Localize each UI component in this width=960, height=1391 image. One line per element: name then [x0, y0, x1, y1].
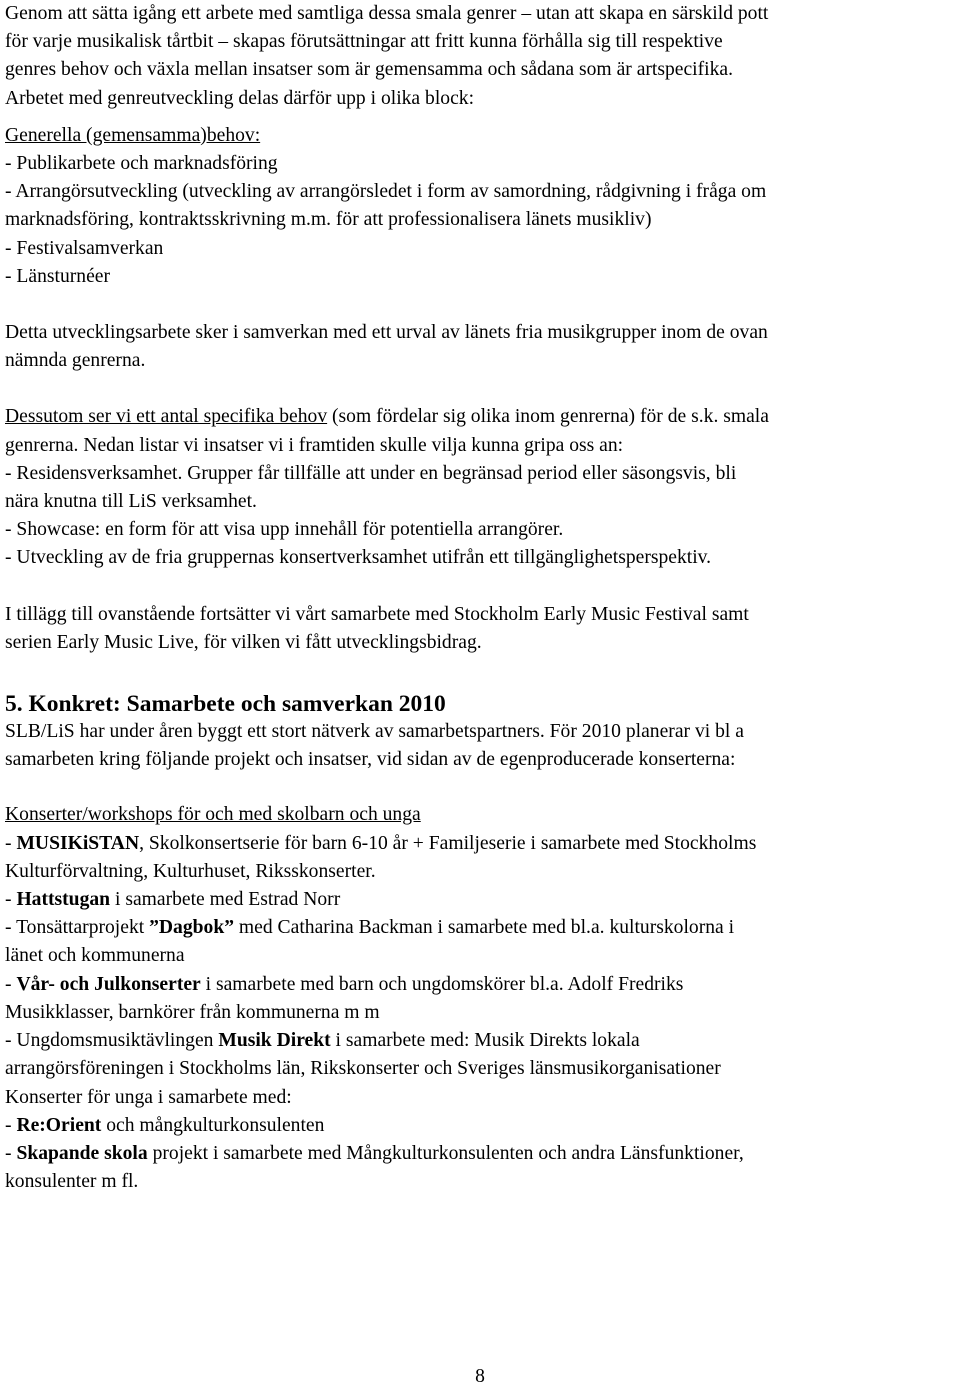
musik-direkt-prefix: - Ungdomsmusiktävlingen: [5, 1030, 219, 1052]
specific-needs-heading: Dessutom ser vi ett antal specifika behov: [5, 406, 328, 428]
skapande-name: Skapande skola: [16, 1142, 148, 1164]
general-needs-block: [5, 122, 957, 291]
musik-direkt-name: Musik Direkt: [218, 1030, 331, 1052]
specific-line-residens: - Residensverksamhet. Grupper får tillfälle att under en begränsad period eller säsongsvis, bli: [5, 462, 737, 484]
var-jul-name: Vår- och Julkonserter: [16, 973, 201, 995]
concerts-for-youth-line: Konserter för unga i samarbete med:: [5, 1086, 292, 1108]
musik-direkt-desc-cont: arrangörsföreningen i Stockholms län, Rikskonserter och Sveriges länsmusikorganisationer: [5, 1058, 721, 1080]
reorient-desc: och mångkulturkonsulenten: [101, 1114, 325, 1136]
dagbok-desc-cont: länet och kommunerna: [5, 945, 185, 967]
hattstugan-name: Hattstugan: [16, 889, 111, 911]
var-jul-dash: -: [5, 973, 17, 995]
general-needs-heading: Generella (gemensamma)behov:: [5, 124, 261, 146]
development-line-1: Detta utvecklingsarbete sker i samverkan med ett urval av länets fria musikgrupper inom de ovan: [5, 322, 768, 344]
skapande-dash: -: [5, 1142, 17, 1164]
dagbok-prefix: - Tonsättarprojekt: [5, 917, 150, 939]
skapande-desc: projekt i samarbete med Mångkulturkonsulenten och andra Länsfunktioner,: [147, 1142, 744, 1164]
addition-line-2: serien Early Music Live, för vilken vi fått utvecklingsbidrag.: [5, 631, 482, 653]
hattstugan-dash: -: [5, 889, 17, 911]
specific-needs-paragraph: [5, 403, 957, 572]
addition-paragraph: [5, 601, 957, 657]
specific-line-residens-cont: nära knutna till LiS verksamhet.: [5, 491, 257, 513]
skapande-desc-cont: konsulenter m fl.: [5, 1171, 139, 1193]
var-jul-desc-cont: Musikklasser, barnkörer från kommunerna m m: [5, 1001, 380, 1023]
specific-line-utveckling: - Utveckling av de fria gruppernas konsertverksamhet utifrån ett tillgänglighetsperspektiv.: [5, 547, 712, 569]
reorient-name: Re:Orient: [16, 1114, 102, 1136]
musikistan-desc-cont: Kulturförvaltning, Kulturhuset, Riksskonserter.: [5, 860, 376, 882]
general-item-publikarbete: - Publikarbete och marknadsföring: [5, 153, 278, 175]
dagbok-desc: med Catharina Backman i samarbete med bl.a. kulturskolorna i: [234, 917, 735, 939]
section-5-line-2: samarbeten kring följande projekt och insatser, vid sidan av de egenproducerade konserterna:: [5, 749, 736, 771]
musikistan-desc: , Skolkonsertserie för barn 6-10 år + Familjeserie i samarbete med Stockholms: [139, 832, 757, 854]
var-jul-desc: i samarbete med barn och ungdomskörer bl.a. Adolf Fredriks: [200, 973, 684, 995]
page-number: 8: [475, 1366, 485, 1387]
intro-line-4: Arbetet med genreutveckling delas därför upp i olika block:: [5, 87, 475, 109]
musikistan-dash: -: [5, 832, 17, 854]
reorient-dash: -: [5, 1114, 17, 1136]
musikistan-name: MUSIKiSTAN: [16, 832, 140, 854]
development-line-2: nämnda genrerna.: [5, 350, 146, 372]
specific-line-1-rest: (som fördelar sig olika inom genrerna) för de s.k. smala: [327, 406, 769, 428]
document-page: [5, 0, 957, 1196]
intro-paragraph: [5, 0, 957, 113]
general-item-lansturneer: - Länsturnéer: [5, 265, 110, 287]
addition-line-1: I tillägg till ovanstående fortsätter vi vårt samarbete med Stockholm Early Music Festival samt: [5, 603, 749, 625]
section-5-line-1: SLB/LiS har under åren byggt ett stort nätverk av samarbetspartners. För 2010 planerar vi bl a: [5, 721, 744, 743]
specific-line-showcase: - Showcase: en form för att visa upp innehåll för potentiella arrangörer.: [5, 519, 564, 541]
intro-line-2: för varje musikalisk tårtbit – skapas förutsättningar att fritt kunna förhålla sig till respektive: [5, 31, 723, 53]
general-item-festivalsamverkan: - Festivalsamverkan: [5, 237, 164, 259]
concerts-heading: Konserter/workshops för och med skolbarn och unga: [5, 804, 421, 826]
general-item-arrangorsutveckling-cont: marknadsföring, kontraktsskrivning m.m. för att professionalisera länets musikliv): [5, 209, 652, 231]
section-5-paragraph: [5, 718, 957, 774]
musik-direkt-desc: i samarbete med: Musik Direkts lokala: [330, 1030, 640, 1052]
hattstugan-desc: i samarbete med Estrad Norr: [110, 889, 341, 911]
intro-line-3: genres behov och växla mellan insatser som är gemensamma och sådana som är artspecifika.: [5, 59, 733, 81]
concerts-block: [5, 801, 957, 1196]
general-item-arrangorsutveckling: - Arrangörsutveckling (utveckling av arrangörsledet i form av samordning, rådgivning i fråga om: [5, 181, 767, 203]
intro-line-1: Genom att sätta igång ett arbete med samtliga dessa smala genrer – utan att skapa en särskild pott: [5, 3, 769, 24]
development-paragraph: [5, 319, 957, 375]
section-5-heading: 5. Konkret: Samarbete och samverkan 2010: [5, 691, 446, 718]
specific-line-2: genrerna. Nedan listar vi insatser vi i framtiden skulle vilja kunna gripa oss an:: [5, 434, 624, 456]
dagbok-name: ”Dagbok”: [149, 917, 235, 939]
